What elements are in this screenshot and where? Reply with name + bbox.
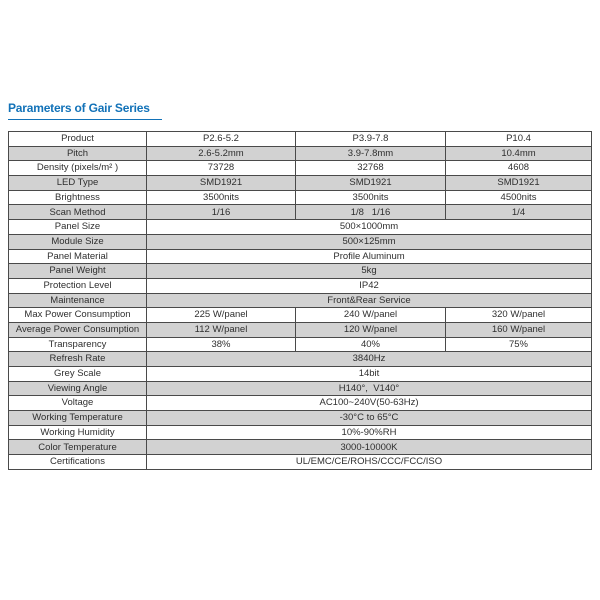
param-label: Maintenance (9, 293, 147, 308)
param-value: 1/4 (446, 205, 592, 220)
page-title: Parameters of Gair Series (8, 101, 150, 115)
param-value: 40% (296, 337, 446, 352)
param-label: Color Temperature (9, 440, 147, 455)
title-underline (8, 119, 162, 120)
table-row (9, 146, 592, 161)
table-row (9, 220, 592, 235)
table-row (9, 132, 592, 147)
table-row (9, 293, 592, 308)
param-label: Module Size (9, 234, 147, 249)
table-row (9, 337, 592, 352)
param-value: 4500nits (446, 190, 592, 205)
param-value: SMD1921 (296, 176, 446, 191)
table-row (9, 396, 592, 411)
param-value: 4608 (446, 161, 592, 176)
param-label: Product (9, 132, 147, 147)
param-value: 240 W/panel (296, 308, 446, 323)
param-label: Brightness (9, 190, 147, 205)
param-value-span: H140°, V140° (147, 381, 592, 396)
param-label: Voltage (9, 396, 147, 411)
param-value-span: Profile Aluminum (147, 249, 592, 264)
table-row (9, 176, 592, 191)
parameters-table (8, 131, 592, 470)
param-label: Max Power Consumption (9, 308, 147, 323)
param-value: 10.4mm (446, 146, 592, 161)
table-row (9, 278, 592, 293)
param-value-span: UL/EMC/CE/ROHS/CCC/FCC/ISO (147, 455, 592, 470)
param-value: 225 W/panel (147, 308, 296, 323)
param-label: Panel Size (9, 220, 147, 235)
param-value: 160 W/panel (446, 322, 592, 337)
param-label: Refresh Rate (9, 352, 147, 367)
table-row (9, 264, 592, 279)
table-row (9, 234, 592, 249)
param-label: Scan Method (9, 205, 147, 220)
param-label: Panel Material (9, 249, 147, 264)
param-label: LED Type (9, 176, 147, 191)
param-label: Certifications (9, 455, 147, 470)
param-label: Viewing Angle (9, 381, 147, 396)
param-value: 3500nits (147, 190, 296, 205)
param-value: P10.4 (446, 132, 592, 147)
param-value-span: 500×125mm (147, 234, 592, 249)
param-label: Grey Scale (9, 367, 147, 382)
table-row (9, 308, 592, 323)
table-row (9, 411, 592, 426)
table-row (9, 161, 592, 176)
param-value-span: 3000-10000K (147, 440, 592, 455)
param-value: 120 W/panel (296, 322, 446, 337)
parameters-table-body (9, 132, 592, 470)
param-value: P2.6-5.2 (147, 132, 296, 147)
param-value: 1/8 1/16 (296, 205, 446, 220)
table-row (9, 205, 592, 220)
param-value: 73728 (147, 161, 296, 176)
param-label: Protection Level (9, 278, 147, 293)
param-value: 32768 (296, 161, 446, 176)
param-value: SMD1921 (147, 176, 296, 191)
param-value: 3500nits (296, 190, 446, 205)
table-row (9, 381, 592, 396)
param-value-span: 3840Hz (147, 352, 592, 367)
param-value-span: IP42 (147, 278, 592, 293)
table-row (9, 367, 592, 382)
param-value-span: 5kg (147, 264, 592, 279)
param-value-span: 500×1000mm (147, 220, 592, 235)
page-header (8, 101, 162, 120)
table-row (9, 352, 592, 367)
param-label: Working Humidity (9, 425, 147, 440)
param-label: Panel Weight (9, 264, 147, 279)
table-row (9, 322, 592, 337)
param-label: Pitch (9, 146, 147, 161)
param-label: Average Power Consumption (9, 322, 147, 337)
param-value-span: AC100~240V(50-63Hz) (147, 396, 592, 411)
param-value-span: Front&Rear Service (147, 293, 592, 308)
param-value: 320 W/panel (446, 308, 592, 323)
param-value-span: 14bit (147, 367, 592, 382)
param-value: 1/16 (147, 205, 296, 220)
param-value-span: -30°C to 65°C (147, 411, 592, 426)
param-value: SMD1921 (446, 176, 592, 191)
table-row (9, 249, 592, 264)
table-row (9, 440, 592, 455)
param-label: Working Temperature (9, 411, 147, 426)
table-row (9, 455, 592, 470)
param-value: 38% (147, 337, 296, 352)
table-row (9, 425, 592, 440)
param-value: 2.6-5.2mm (147, 146, 296, 161)
param-label: Transparency (9, 337, 147, 352)
param-value: 3.9-7.8mm (296, 146, 446, 161)
param-value: P3.9-7.8 (296, 132, 446, 147)
table-row (9, 190, 592, 205)
param-value-span: 10%-90%RH (147, 425, 592, 440)
param-value: 112 W/panel (147, 322, 296, 337)
param-value: 75% (446, 337, 592, 352)
param-label: Density (pixels/m² ) (9, 161, 147, 176)
